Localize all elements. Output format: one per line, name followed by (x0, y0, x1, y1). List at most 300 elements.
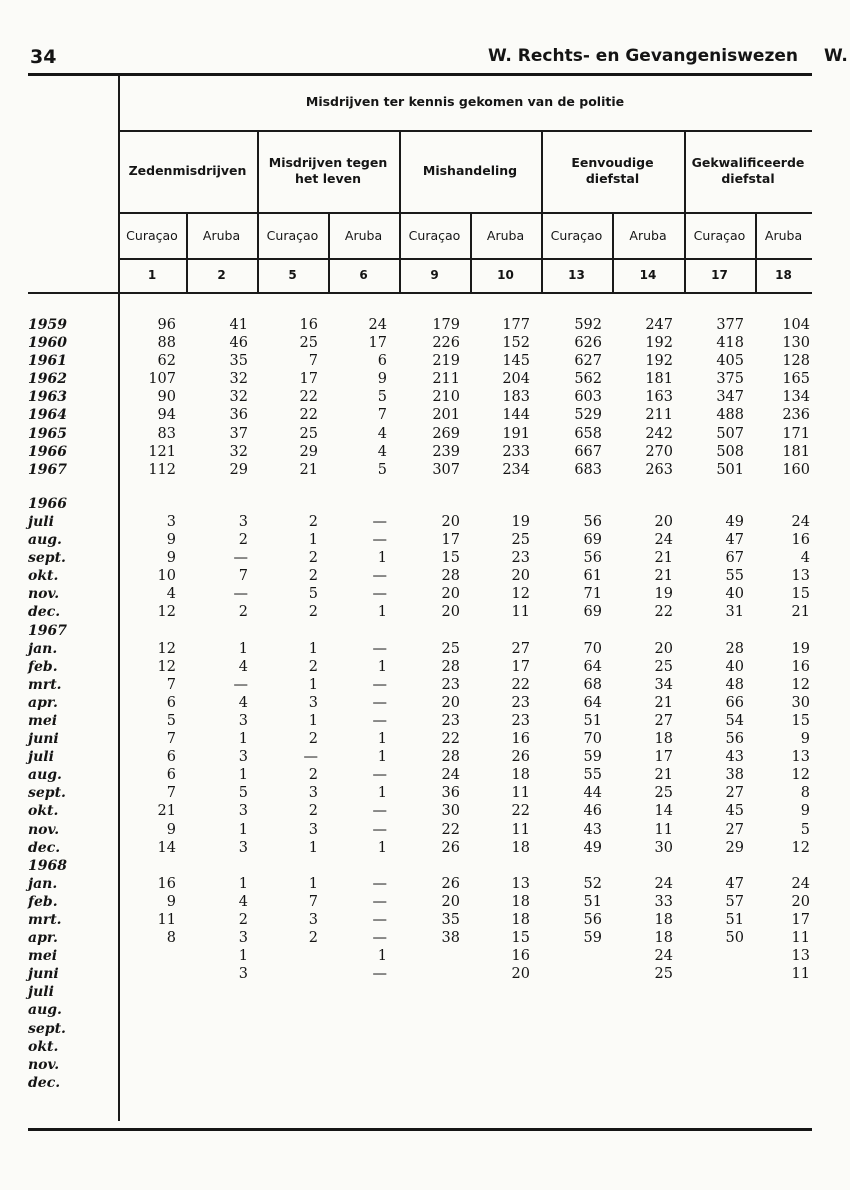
table-cell: 26 (441, 875, 460, 892)
table-cell: 25 (299, 425, 318, 442)
table-row (0, 1020, 850, 1038)
table-cell: 107 (148, 371, 176, 388)
table-cell: 21 (654, 694, 673, 711)
table-cell: — (372, 966, 387, 983)
top-rule (28, 73, 812, 76)
row-label: mrt. (28, 912, 62, 928)
table-cell: 49 (725, 513, 744, 530)
table-cell: 12 (157, 604, 176, 621)
table-cell: — (372, 568, 387, 585)
table-cell: 18 (654, 930, 673, 947)
table-cell: 11 (511, 821, 530, 838)
column-header-place: Aruba (202, 227, 241, 243)
table-cell: 14 (157, 839, 176, 856)
table-cell: 4 (377, 443, 387, 460)
table-cell: 6 (166, 767, 176, 784)
table-cell: 12 (791, 839, 810, 856)
table-cell: 55 (583, 767, 602, 784)
table-cell: 1 (377, 658, 387, 675)
table-cell: 7 (166, 676, 176, 693)
group-header: Zedenmisdrijven (128, 163, 247, 178)
table-row (0, 425, 850, 443)
table-cell: 112 (148, 461, 176, 478)
column-number: 2 (217, 268, 226, 282)
table-cell: 10 (157, 568, 176, 585)
table-cell: 1 (377, 604, 387, 621)
table-row (0, 352, 850, 370)
row-label: apr. (28, 930, 58, 947)
table-cell: 1 (377, 731, 387, 748)
table-cell: 234 (502, 461, 530, 478)
table-row (0, 531, 850, 549)
table-cell: 56 (583, 912, 602, 928)
table-cell: 2 (308, 930, 318, 947)
table-cell: 562 (574, 371, 602, 388)
table-row (0, 585, 850, 603)
row-spacer (0, 479, 850, 495)
table-cell: 7 (166, 731, 176, 748)
row-label: apr. (28, 694, 58, 711)
table-cell: 17 (654, 749, 673, 766)
table-cell: 15 (791, 586, 810, 603)
table-cell: 183 (502, 389, 530, 406)
table-cell: 16 (791, 532, 810, 549)
table-cell: 43 (725, 749, 744, 766)
table-cell: 30 (441, 803, 460, 820)
table-cell: — (233, 550, 248, 567)
table-cell: 4 (800, 550, 810, 567)
table-cell: 5 (800, 821, 810, 838)
bottom-rule (28, 1128, 812, 1131)
table-cell: 177 (502, 317, 530, 333)
table-cell: 4 (166, 586, 176, 603)
table-cell: 1 (238, 875, 248, 892)
table-cell: 219 (432, 353, 460, 370)
table-cell: 210 (432, 389, 460, 406)
table-cell: 3 (238, 966, 248, 983)
table-cell: 405 (716, 353, 744, 370)
table-cell: 12 (157, 640, 176, 657)
table-cell: 192 (645, 353, 673, 370)
table-cell: 5 (308, 586, 318, 603)
table-cell: 3 (238, 749, 248, 766)
table-row (0, 495, 850, 513)
table-cell: 18 (511, 767, 530, 784)
table-cell: 2 (308, 731, 318, 748)
column-number: 1 (147, 268, 157, 282)
table-cell: 20 (791, 893, 810, 910)
group-header: Mishandeling (422, 163, 518, 178)
row-label: 1968 (28, 857, 67, 874)
row-label: aug. (28, 1002, 62, 1019)
table-row (0, 334, 850, 352)
table-cell: 96 (157, 317, 176, 333)
row-label: nov. (28, 821, 60, 838)
table-cell: 47 (725, 532, 744, 549)
row-label: mrt. (28, 676, 62, 693)
table-cell: 21 (791, 604, 810, 621)
table-cell: 25 (299, 335, 318, 352)
table-cell: 16 (299, 317, 318, 333)
table-cell: 27 (725, 821, 744, 838)
table-cell: 191 (502, 425, 530, 442)
table-cell: 2 (308, 513, 318, 530)
table-cell: 11 (157, 912, 176, 928)
table-cell: 6 (377, 353, 387, 370)
table-row (0, 839, 850, 857)
table-cell: 22 (511, 803, 530, 820)
table-cell: 26 (441, 839, 460, 856)
table-cell: 12 (511, 586, 530, 603)
table-cell: 32 (229, 389, 248, 406)
table-cell: 56 (583, 550, 602, 567)
table-cell: 1 (308, 839, 318, 856)
table-cell: — (233, 586, 248, 603)
table-cell: 48 (725, 676, 744, 693)
table-row (0, 766, 850, 784)
table-row (0, 567, 850, 585)
table-cell: 242 (645, 425, 673, 442)
table-cell: — (372, 532, 387, 549)
table-row (0, 784, 850, 802)
table-cell: 9 (800, 803, 810, 820)
row-label: juli (28, 984, 54, 1001)
table-cell: 8 (800, 785, 810, 802)
table-cell: 27 (725, 785, 744, 802)
table-cell: 28 (441, 568, 460, 585)
table-cell: 64 (583, 658, 602, 675)
table-cell: 5 (377, 389, 387, 406)
table-cell: 20 (441, 694, 460, 711)
table-cell: 17 (368, 335, 387, 352)
row-label: sept. (28, 785, 66, 802)
table-cell: 1 (377, 749, 387, 766)
table-cell: 204 (502, 371, 530, 388)
table-cell: 12 (791, 676, 810, 693)
table-cell: 28 (725, 640, 744, 657)
row-label: sept. (28, 550, 66, 567)
table-cell: 3 (238, 712, 248, 729)
table-cell: 23 (511, 712, 530, 729)
column-number: 14 (639, 268, 657, 282)
table-cell: 18 (511, 912, 530, 928)
table-row (0, 1038, 850, 1056)
table-cell: 28 (441, 749, 460, 766)
table-cell: 28 (441, 658, 460, 675)
row-label: feb. (28, 658, 58, 675)
column-number: 17 (711, 268, 728, 282)
table-cell: 1 (238, 767, 248, 784)
table-cell: 17 (441, 532, 460, 549)
table-cell: 21 (654, 767, 673, 784)
table-cell: 25 (654, 966, 673, 983)
table-cell: 488 (716, 407, 744, 424)
table-cell: 25 (654, 658, 673, 675)
table-cell: 38 (725, 767, 744, 784)
table-cell: — (372, 640, 387, 657)
table-body (0, 316, 850, 1092)
table-cell: 29 (725, 839, 744, 856)
table-row (0, 406, 850, 424)
table-cell: 36 (229, 407, 248, 424)
header-rule (28, 292, 812, 294)
group-header: Gekwalificeerde diefstal (691, 155, 805, 186)
table-row (0, 730, 850, 748)
table-cell: 4 (377, 425, 387, 442)
table-cell: 67 (725, 550, 744, 567)
table-cell: 26 (511, 749, 530, 766)
table-cell: 24 (791, 875, 810, 892)
row-label: juni (28, 966, 59, 983)
table-cell: 7 (238, 568, 248, 585)
table-cell: 57 (725, 893, 744, 910)
table-cell: 46 (583, 803, 602, 820)
table-cell: 13 (791, 749, 810, 766)
row-label: aug. (28, 532, 62, 549)
table-cell: 21 (299, 461, 318, 478)
table-cell: 7 (308, 353, 318, 370)
table-cell: 61 (583, 568, 602, 585)
table-cell: 68 (583, 676, 602, 693)
table-cell: 269 (432, 425, 460, 442)
table-cell: 15 (511, 930, 530, 947)
table-cell: 69 (583, 532, 602, 549)
table-cell: — (372, 676, 387, 693)
row-label: feb. (28, 893, 58, 910)
table-cell: — (233, 676, 248, 693)
table-cell: 3 (238, 513, 248, 530)
table-cell: 2 (238, 604, 248, 621)
table-row (0, 875, 850, 893)
table-cell: 47 (725, 875, 744, 892)
row-label: 1960 (28, 335, 67, 352)
table-cell: 603 (574, 389, 602, 406)
table-cell: 59 (583, 749, 602, 766)
table-cell: 40 (725, 658, 744, 675)
table-cell: 11 (511, 785, 530, 802)
table-cell: 13 (511, 875, 530, 892)
table-cell: 49 (583, 839, 602, 856)
table-cell: 18 (511, 839, 530, 856)
table-cell: 20 (441, 513, 460, 530)
table-row (0, 370, 850, 388)
table-cell: 1 (377, 785, 387, 802)
table-cell: 375 (716, 371, 744, 388)
table-cell: 19 (511, 513, 530, 530)
row-label: mei (28, 712, 58, 729)
table-cell: 2 (238, 912, 248, 928)
table-cell: 23 (511, 694, 530, 711)
table-row (0, 388, 850, 406)
table-cell: 35 (229, 353, 248, 370)
table-row (0, 316, 850, 334)
table-cell: — (372, 513, 387, 530)
table-cell: 7 (166, 785, 176, 802)
row-label: nov. (28, 1056, 60, 1073)
table-cell: 239 (432, 443, 460, 460)
table-row (0, 513, 850, 531)
table-cell: 134 (782, 389, 810, 406)
table-cell: 658 (574, 425, 602, 442)
row-label: sept. (28, 1020, 66, 1037)
table-cell: 70 (583, 640, 602, 657)
row-label: 1966 (28, 443, 67, 460)
table-row (0, 603, 850, 621)
table-cell: 179 (432, 317, 460, 333)
table-cell: 1 (308, 676, 318, 693)
table-cell: 19 (654, 586, 673, 603)
table-cell: 11 (791, 930, 810, 947)
row-label: dec. (28, 604, 61, 621)
column-header-place: Curaçao (126, 227, 178, 243)
table-cell: 20 (511, 568, 530, 585)
table-cell: — (372, 893, 387, 910)
table-row (0, 640, 850, 658)
row-label: okt. (28, 1038, 59, 1055)
table-cell: 11 (654, 821, 673, 838)
table-cell: 529 (574, 407, 602, 424)
column-header-place: Curaçao (693, 227, 746, 243)
table-cell: 347 (716, 389, 744, 406)
table-cell: 16 (511, 731, 530, 748)
table-cell: 51 (583, 893, 602, 910)
table-cell: 16 (157, 875, 176, 892)
table-row (0, 748, 850, 766)
table-cell: 9 (166, 821, 176, 838)
table-cell: 270 (645, 443, 673, 460)
column-number: 18 (775, 268, 792, 282)
table-cell: 3 (308, 694, 318, 711)
table-cell: 23 (511, 550, 530, 567)
table-cell: 163 (645, 389, 673, 406)
row-label: juni (28, 731, 59, 748)
table-cell: 12 (157, 658, 176, 675)
table-cell: 23 (441, 712, 460, 729)
table-cell: 25 (441, 640, 460, 657)
table-row (0, 658, 850, 676)
table-cell: 418 (716, 335, 744, 352)
group-header: Misdrijven tegen het leven (268, 155, 388, 186)
table-cell: 41 (229, 317, 248, 333)
table-cell: 25 (654, 785, 673, 802)
table-cell: 130 (782, 335, 810, 352)
table-cell: 43 (583, 821, 602, 838)
table-cell: 22 (654, 604, 673, 621)
row-label: 1966 (28, 495, 67, 512)
table-cell: 15 (791, 712, 810, 729)
page-number: 34 (30, 46, 57, 68)
row-label: okt. (28, 568, 59, 585)
table-cell: 145 (502, 353, 530, 370)
table-cell: 627 (574, 353, 602, 370)
column-header-place: Aruba (764, 227, 803, 243)
row-label: dec. (28, 1074, 61, 1091)
table-cell: 52 (583, 875, 602, 892)
row-label: dec. (28, 839, 61, 856)
table-cell: 501 (716, 461, 744, 478)
table-row (0, 802, 850, 820)
table-cell: 165 (782, 371, 810, 388)
table-cell: 66 (725, 694, 744, 711)
table-cell: 2 (308, 767, 318, 784)
next-page-fragment: W. (824, 46, 848, 66)
column-number: 10 (497, 268, 514, 282)
table-cell: 592 (574, 317, 602, 333)
row-label: 1961 (28, 353, 67, 370)
table-cell: — (372, 586, 387, 603)
table-cell: 211 (645, 407, 673, 424)
table-cell: 667 (574, 443, 602, 460)
table-cell: 32 (229, 443, 248, 460)
row-label: okt. (28, 803, 59, 820)
table-cell: 34 (654, 676, 673, 693)
column-number: 13 (568, 268, 585, 282)
table-cell: 13 (791, 948, 810, 965)
table-cell: 88 (157, 335, 176, 352)
table-cell: 3 (238, 839, 248, 856)
table-cell: 94 (157, 407, 176, 424)
table-cell: 6 (166, 694, 176, 711)
column-header-place: Aruba (344, 227, 383, 243)
table-cell: 24 (654, 948, 673, 965)
table-cell: 3 (166, 513, 176, 530)
table-row (0, 911, 850, 929)
table-cell: 20 (441, 893, 460, 910)
table-row (0, 549, 850, 567)
table-cell: 18 (654, 731, 673, 748)
table-row (0, 821, 850, 839)
table-cell: 18 (654, 912, 673, 928)
table-cell: 1 (238, 821, 248, 838)
table-cell: 30 (654, 839, 673, 856)
table-cell: 24 (654, 532, 673, 549)
table-cell: 9 (377, 371, 387, 388)
table-cell: 6 (166, 749, 176, 766)
table-cell: 233 (502, 443, 530, 460)
table-row (0, 893, 850, 911)
table-cell: 64 (583, 694, 602, 711)
row-label: jan. (28, 875, 58, 892)
table-cell: 24 (654, 875, 673, 892)
column-header-place: Aruba (629, 227, 667, 243)
table-cell: 5 (377, 461, 387, 478)
table-cell: 1 (308, 712, 318, 729)
row-label: 1967 (28, 461, 67, 478)
table-cell: 37 (229, 425, 248, 442)
table-cell: 70 (583, 731, 602, 748)
table-cell: 192 (645, 335, 673, 352)
table-cell: 2 (308, 658, 318, 675)
table-cell: 4 (238, 893, 248, 910)
table-cell: 36 (441, 785, 460, 802)
table-cell: 15 (441, 550, 460, 567)
table-cell: 50 (725, 930, 744, 947)
table-cell: 211 (432, 371, 460, 388)
table-row (0, 461, 850, 479)
table-cell: 9 (166, 532, 176, 549)
table-cell: 56 (583, 513, 602, 530)
table-cell: 56 (725, 731, 744, 748)
table-cell: 3 (308, 785, 318, 802)
table-row (0, 1056, 850, 1074)
table-row (0, 676, 850, 694)
table-cell: 12 (791, 767, 810, 784)
table-cell: 121 (148, 443, 176, 460)
table-cell: 44 (583, 785, 602, 802)
table-cell: — (372, 912, 387, 928)
table-cell: 22 (299, 407, 318, 424)
table-cell: 2 (308, 604, 318, 621)
